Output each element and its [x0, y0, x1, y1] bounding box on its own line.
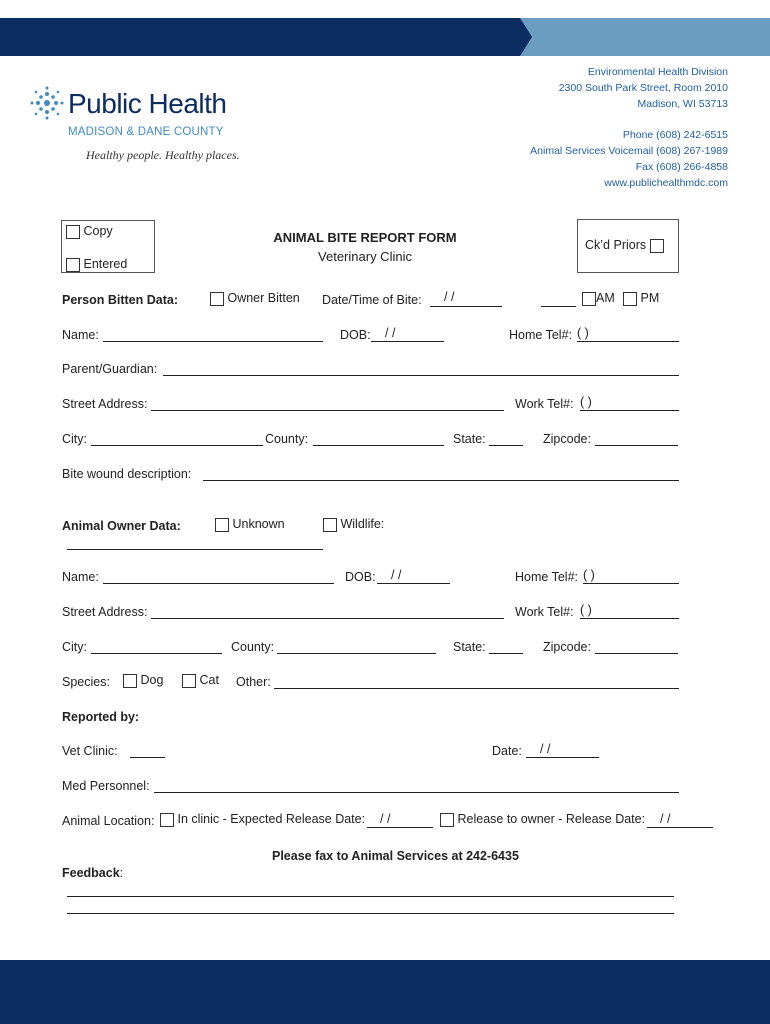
release-owner-date-field[interactable]	[647, 827, 713, 828]
other-label: Other:	[236, 675, 271, 689]
contact-division: Environmental Health Division	[587, 66, 728, 78]
species-label: Species:	[62, 675, 110, 689]
feedback-line-2[interactable]	[67, 913, 674, 914]
person-dob-slashes: / /	[385, 326, 396, 340]
person-county-field[interactable]	[313, 445, 444, 446]
parent-guardian-field[interactable]	[163, 375, 679, 376]
person-zipcode-field[interactable]	[595, 445, 678, 446]
owner-city-field[interactable]	[91, 653, 222, 654]
owner-home-tel-label: Home Tel#:	[515, 570, 578, 584]
report-date-label: Date:	[492, 744, 522, 758]
owner-work-tel-parens: ( )	[580, 603, 592, 617]
org-sub: MADISON & DANE COUNTY	[68, 126, 224, 138]
person-street-label: Street Address:	[62, 397, 148, 411]
med-personnel-field[interactable]	[154, 792, 679, 793]
feedback-label: Feedback	[62, 866, 120, 880]
person-city-label: City:	[62, 432, 87, 446]
person-state-field[interactable]	[489, 445, 523, 446]
owner-dob-label: DOB:	[345, 570, 376, 584]
bite-time-field[interactable]	[541, 306, 576, 307]
cat-checkbox[interactable]	[182, 674, 196, 688]
entered-label: Entered	[83, 257, 128, 271]
unknown-label: Unknown	[232, 517, 285, 531]
contact-voicemail: Animal Services Voicemail (608) 267-1989	[530, 145, 728, 157]
report-date-field[interactable]	[526, 757, 599, 758]
person-name-field[interactable]	[103, 341, 323, 342]
form-title: ANIMAL BITE REPORT FORM	[273, 230, 457, 245]
owner-name-label: Name:	[62, 570, 99, 584]
bite-desc-field[interactable]	[203, 480, 679, 481]
org-tagline: Healthy people. Healthy places.	[86, 148, 240, 162]
owner-street-label: Street Address:	[62, 605, 148, 619]
owner-bitten-checkbox[interactable]	[210, 292, 224, 306]
form-subtitle: Veterinary Clinic	[318, 249, 412, 264]
owner-work-tel-field[interactable]	[580, 618, 679, 619]
med-personnel-label: Med Personnel:	[62, 779, 150, 793]
copy-entered-box	[61, 220, 155, 273]
bite-date-slashes: / /	[444, 290, 455, 304]
public-health-logo	[30, 86, 270, 166]
person-home-tel-field[interactable]	[577, 341, 679, 342]
release-owner-label: Release to owner - Release Date:	[457, 812, 646, 826]
owner-city-label: City:	[62, 640, 87, 654]
wildlife-field[interactable]	[67, 549, 323, 550]
owner-zipcode-label: Zipcode:	[543, 640, 591, 654]
date-time-label: Date/Time of Bite:	[322, 293, 422, 307]
person-section-title: Person Bitten Data:	[62, 293, 178, 307]
dog-checkbox[interactable]	[123, 674, 137, 688]
owner-zipcode-field[interactable]	[595, 653, 678, 654]
contact-info	[530, 64, 728, 191]
owner-county-field[interactable]	[277, 653, 436, 654]
release-owner-checkbox[interactable]	[440, 813, 454, 827]
contact-phone: Phone (608) 242-6515	[622, 129, 728, 141]
wildlife-label: Wildlife:	[340, 517, 385, 531]
unknown-checkbox[interactable]	[215, 518, 229, 532]
person-street-field[interactable]	[151, 410, 504, 411]
owner-name-field[interactable]	[103, 583, 334, 584]
owner-street-field[interactable]	[151, 618, 504, 619]
contact-city: Madison, WI 53713	[637, 98, 728, 110]
in-clinic-release-date-field[interactable]	[367, 827, 433, 828]
in-clinic-checkbox[interactable]	[160, 813, 174, 827]
fax-note: Please fax to Animal Services at 242-6435	[272, 849, 519, 863]
header-accent	[520, 18, 770, 56]
bite-desc-label: Bite wound description:	[62, 467, 192, 481]
person-home-tel-parens: ( )	[577, 326, 589, 340]
person-name-label: Name:	[62, 328, 99, 342]
am-label: AM	[596, 291, 615, 305]
in-clinic-date-slashes: / /	[380, 812, 391, 826]
ckd-priors-label: Ck’d Priors	[585, 238, 647, 252]
wildlife-checkbox[interactable]	[323, 518, 337, 532]
owner-state-label: State:	[453, 640, 486, 654]
owner-state-field[interactable]	[489, 653, 523, 654]
person-county-label: County:	[265, 432, 309, 446]
owner-home-tel-field[interactable]	[583, 583, 679, 584]
parent-guardian-label: Parent/Guardian:	[62, 362, 158, 376]
owner-home-tel-parens: ( )	[583, 568, 595, 582]
other-species-field[interactable]	[274, 688, 679, 689]
dog-label: Dog	[140, 673, 164, 687]
bite-date-field[interactable]	[430, 306, 502, 307]
animal-location-label: Animal Location:	[62, 814, 155, 828]
contact-street: 2300 South Park Street, Room 2010	[558, 82, 728, 94]
contact-fax: Fax (608) 266-4858	[635, 161, 728, 173]
report-date-slashes: / /	[540, 742, 551, 756]
ckd-priors-checkbox[interactable]	[650, 239, 664, 253]
form-title-block	[230, 230, 500, 264]
person-dob-label: DOB:	[340, 328, 371, 342]
pm-checkbox[interactable]	[623, 292, 637, 306]
snowflake-logo-icon	[30, 86, 64, 120]
person-city-field[interactable]	[91, 445, 263, 446]
in-clinic-label: In clinic - Expected Release Date:	[177, 812, 366, 826]
org-name: Public Health	[68, 88, 227, 119]
vet-clinic-label: Vet Clinic:	[62, 744, 118, 758]
footer-bar	[0, 960, 770, 1024]
copy-label: Copy	[83, 224, 113, 238]
person-work-tel-label: Work Tel#:	[515, 397, 574, 411]
feedback-line-1[interactable]	[67, 896, 674, 897]
cat-label: Cat	[199, 673, 219, 687]
ckd-priors-box	[577, 219, 679, 273]
owner-bitten-label: Owner Bitten	[227, 291, 300, 305]
copy-checkbox[interactable]	[66, 225, 80, 239]
owner-dob-field[interactable]	[377, 583, 450, 584]
person-dob-field[interactable]	[371, 341, 444, 342]
owner-dob-slashes: / /	[391, 568, 402, 582]
owner-county-label: County:	[231, 640, 275, 654]
person-work-tel-field[interactable]	[580, 410, 679, 411]
contact-website[interactable]: www.publichealthmdc.com	[604, 177, 728, 189]
owner-work-tel-label: Work Tel#:	[515, 605, 574, 619]
reported-by-title: Reported by:	[62, 710, 140, 724]
person-home-tel-label: Home Tel#:	[509, 328, 572, 342]
vet-clinic-field[interactable]	[130, 757, 165, 758]
entered-checkbox[interactable]	[66, 258, 80, 272]
person-zipcode-label: Zipcode:	[543, 432, 591, 446]
owner-section-title: Animal Owner Data:	[62, 519, 181, 533]
am-checkbox[interactable]	[582, 292, 596, 306]
person-work-tel-parens: ( )	[580, 395, 592, 409]
pm-label: PM	[640, 291, 660, 305]
release-owner-date-slashes: / /	[660, 812, 671, 826]
person-state-label: State:	[453, 432, 486, 446]
